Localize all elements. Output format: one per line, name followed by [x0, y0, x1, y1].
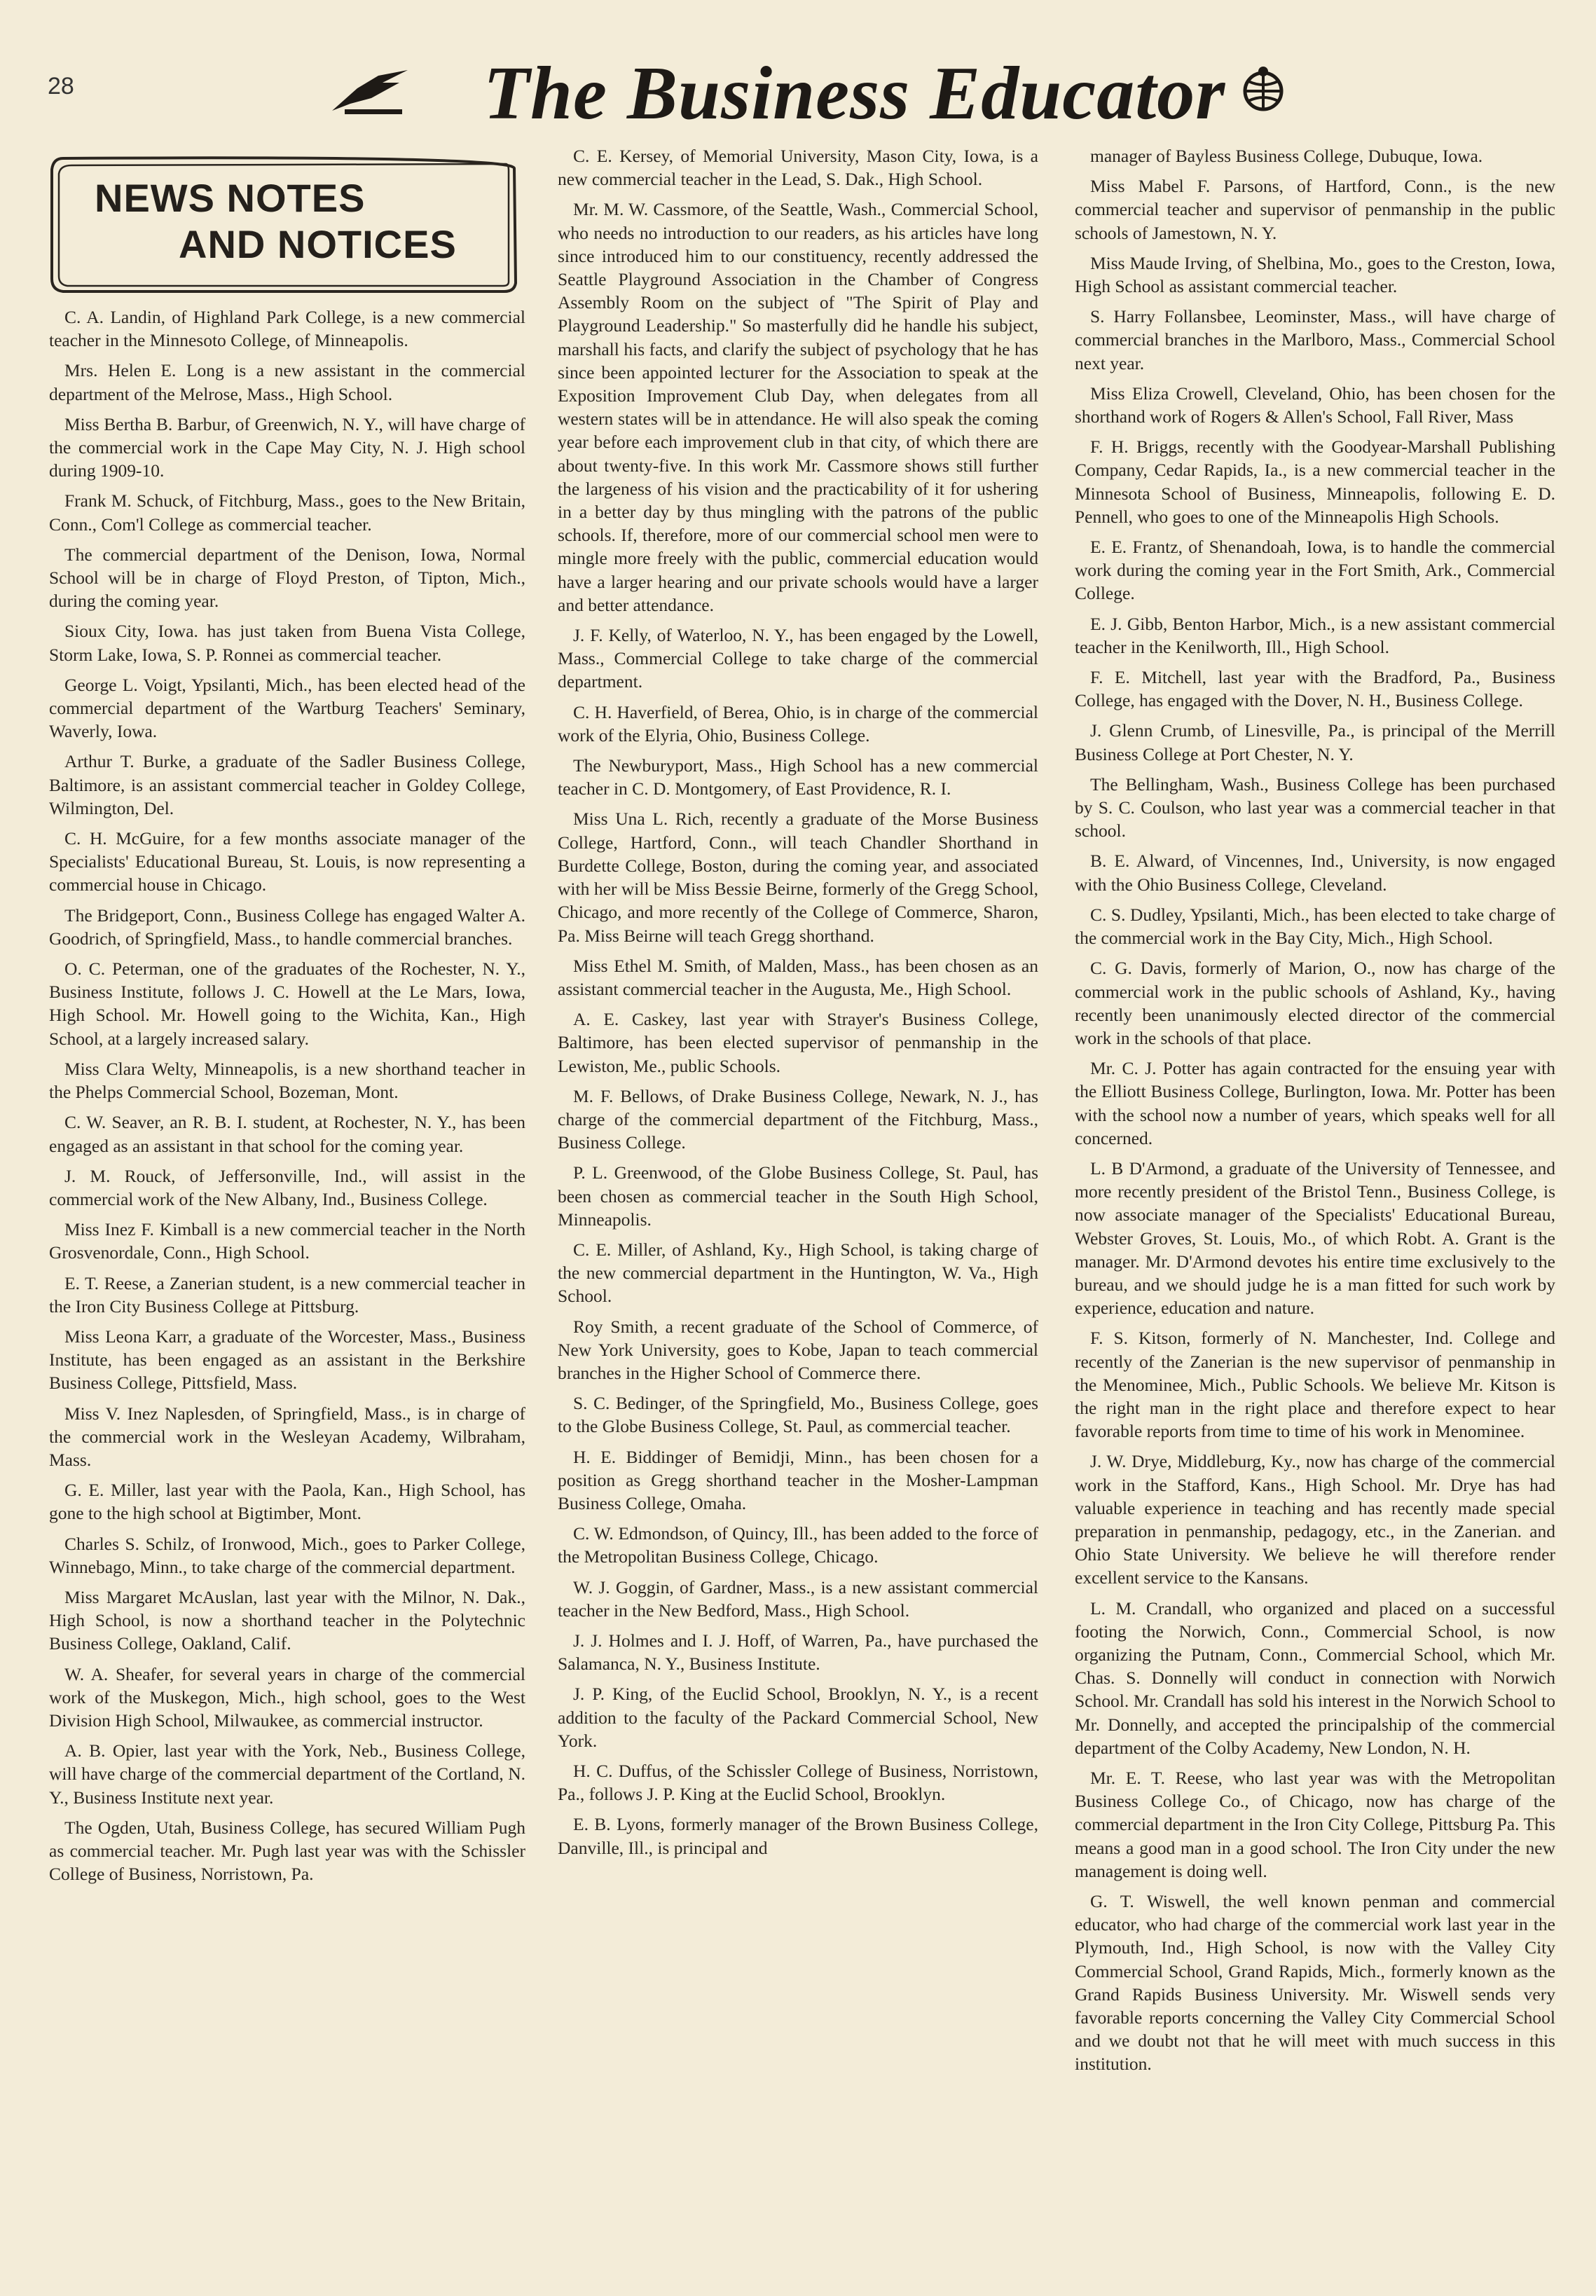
news-item: Miss Clara Welty, Minneapolis, is a new shorthand teacher in the Phelps Commercial School, Bozeman, Mont.	[49, 1058, 525, 1103]
news-item: J. P. King, of the Euclid School, Brooklyn, N. Y., is a recent addition to the faculty of the Packard Commercial School, New York.	[558, 1684, 1038, 1751]
news-item: Mrs. Helen E. Long is a new assistant in the commercial department of the Melrose, Mass., High School.	[49, 360, 525, 404]
news-item: J. M. Rouck, of Jeffersonville, Ind., will assist in the commercial work of the New Albany, Ind., Business College.	[49, 1165, 525, 1209]
bird-quill-icon	[329, 69, 413, 118]
page-number: 28	[48, 73, 74, 99]
news-item: Charles S. Schilz, of Ironwood, Mich., goes to Parker College, Winnebago, Minn., to take charge of the commercial department.	[49, 1533, 525, 1577]
news-item: E. B. Lyons, formerly manager of the Brown Business College, Danville, Ill., is principal and	[558, 1814, 1038, 1858]
news-item: Arthur T. Burke, a graduate of the Sadler Business College, Baltimore, is an assistant commercial teacher in Goldey College, Wilmington, Del.	[49, 751, 525, 818]
news-item: G. E. Miller, last year with the Paola, Kan., High School, has gone to the high school at Bigtimber, Mont.	[49, 1480, 525, 1524]
news-item: The Newburyport, Mass., High School has a new commercial teacher in C. D. Montgomery, of East Providence, R. I.	[558, 755, 1038, 799]
news-column-3	[1075, 144, 1555, 2083]
news-item: The Ogden, Utah, Business College, has secured William Pugh as commercial teacher. Mr. Pugh last year was with the Schissler College of Business, Norristown, Pa.	[49, 1817, 525, 1885]
news-item: Miss Mabel F. Parsons, of Hartford, Conn., is the new commercial teacher and supervisor of penmanship in the public schools of Jamestown, N. Y.	[1075, 176, 1555, 243]
news-item: C. W. Seaver, an R. B. I. student, at Rochester, N. Y., has been engaged as an assistant in that school for the coming year.	[49, 1112, 525, 1156]
news-item: W. J. Goggin, of Gardner, Mass., is a new assistant commercial teacher in the New Bedford, Mass., High School.	[558, 1576, 1038, 1621]
news-item: Miss Leona Karr, a graduate of the Worcester, Mass., Business Institute, has been engaged as an assistant in the Berkshire Business College, Pittsfield, Mass.	[49, 1326, 525, 1394]
news-item: C. E. Kersey, of Memorial University, Mason City, Iowa, is a new commercial teacher in the Lead, S. Dak., High School.	[558, 146, 1038, 190]
section-title-line2: AND NOTICES	[179, 222, 457, 266]
news-item: Mr. C. J. Potter has again contracted for the ensuing year with the Elliott Business College, Burlington, Iowa. Mr. Potter has been with the school now a number of years, which speaks well for all concerned.	[1075, 1058, 1555, 1148]
news-item: Miss Margaret McAuslan, last year with the Milnor, N. Dak., High School, is now a shorthand teacher in the Polytechnic Business College, Oakland, Calif.	[49, 1586, 525, 1654]
news-item: Miss Ethel M. Smith, of Malden, Mass., has been chosen as an assistant commercial teacher in the Augusta, Me., High School.	[558, 955, 1038, 999]
news-item: E. T. Reese, a Zanerian student, is a new commercial teacher in the Iron City Business College at Pittsburg.	[49, 1272, 525, 1317]
news-item: A. B. Opier, last year with the York, Neb., Business College, will have charge of the commercial department of the Cortland, N. Y., Business Institute next year.	[49, 1740, 525, 1808]
news-item: E. E. Frantz, of Shenandoah, Iowa, is to handle the commercial work during the coming year in the Fort Smith, Ark., Commercial College.	[1075, 537, 1555, 604]
news-item: E. J. Gibb, Benton Harbor, Mich., is a new assistant commercial teacher in the Kenilworth, Ill., High School.	[1075, 613, 1555, 657]
news-item: J. J. Holmes and I. J. Hoff, of Warren, Pa., have purchased the Salamanca, N. Y., Business Institute.	[558, 1630, 1038, 1675]
news-item: B. E. Alward, of Vincennes, Ind., University, is now engaged with the Ohio Business College, Cleveland.	[1075, 851, 1555, 895]
news-item: H. E. Biddinger of Bemidji, Minn., has been chosen for a position as Gregg shorthand teacher in the Mosher-Lampman Business College, Omaha.	[558, 1446, 1038, 1513]
news-item: George L. Voigt, Ypsilanti, Mich., has been elected head of the commercial department of the Wartburg Teachers' Seminary, Waverly, Iowa.	[49, 674, 525, 742]
news-column-1	[49, 305, 525, 1892]
page-header	[0, 0, 1596, 154]
news-item: C. H. McGuire, for a few months associate manager of the Specialists' Educational Bureau, St. Louis, is now representing a commercial house in Chicago.	[49, 828, 525, 895]
news-item: Mr. E. T. Reese, who last year was with the Metropolitan Business College Co., of Chicago, now has charge of the commercial department in the Iron City College, Pittsburg Pa. This means a good man in a good school. The Iron City under the new management is doing well.	[1075, 1768, 1555, 1881]
news-item: Miss Bertha B. Barbur, of Greenwich, N. Y., will have charge of the commercial work in the Cape May City, N. J. High school during 1909-10.	[49, 413, 525, 481]
news-item: L. M. Crandall, who organized and placed on a successful footing the Norwich, Conn., Commercial School, is now organizing the Putnam, Conn., Commercial School, which Mr. Chas. S. Donnelly will conduct in connection with Norwich School. Mr. Crandall has sold his interest in the Norwich School to Mr. Donnelly, and accepted the principalship of the commercial department of the Colby Academy, New London, N. H.	[1075, 1597, 1555, 1758]
news-item: Sioux City, Iowa. has just taken from Buena Vista College, Storm Lake, Iowa, S. P. Ronnei as commercial teacher.	[49, 621, 525, 665]
news-item: F. H. Briggs, recently with the Goodyear-Marshall Publishing Company, Cedar Rapids, Ia., is a new commercial teacher in the Minnesota School of Business, Minneapolis, following E. D. Pennell, who goes to one of the Minneapolis High Schools.	[1075, 436, 1555, 527]
news-item: manager of Bayless Business College, Dubuque, Iowa.	[1090, 146, 1483, 166]
news-item: C. W. Edmondson, of Quincy, Ill., has been added to the force of the Metropolitan Business College, Chicago.	[558, 1523, 1038, 1567]
news-item: Miss Inez F. Kimball is a new commercial teacher in the North Grosvenordale, Conn., High School.	[49, 1219, 525, 1263]
news-item: F. S. Kitson, formerly of N. Manchester, Ind. College and recently of the Zanerian is the new supervisor of penmanship in the Menominee, Mich., Public Schools. We believe Mr. Kitson is the right man in the right place and therefore expect to hear favorable reports from time to time of his work in Menominee.	[1075, 1328, 1555, 1442]
news-item: Miss Eliza Crowell, Cleveland, Ohio, has been chosen for the shorthand work of Rogers & Allen's School, Fall River, Mass	[1075, 383, 1555, 427]
news-item: Miss Maude Irving, of Shelbina, Mo., goes to the Creston, Iowa, High School as assistant commercial teacher.	[1075, 252, 1555, 297]
news-item: L. B D'Armond, a graduate of the University of Tennessee, and more recently president of the Bristol Tenn., Business College, is now associate manager of the Specialists' Educational Bureau, Webster Groves, St. Louis, Mo., of which Robt. A. Grant is the manager. Mr. D'Armond devotes his entire time exclusively to the bureau, and we should judge he is a man fitted for such work by experience, education and nature.	[1075, 1157, 1555, 1319]
news-item: Miss Una L. Rich, recently a graduate of the Morse Business College, Hartford, Conn., will teach Chandler Shorthand in Burdette College, Boston, during the coming year, and associated with her will be Miss Bessie Beirne, formerly of the Gregg School, Chicago, and more recently of the College of Commerce, Sharon, Pa. Miss Beirne will teach Gregg shorthand.	[558, 809, 1038, 946]
news-item: H. C. Duffus, of the Schissler College of Business, Norristown, Pa., follows J. P. King at the Euclid School, Brooklyn.	[558, 1761, 1038, 1805]
news-item: J. F. Kelly, of Waterloo, N. Y., has been engaged by the Lowell, Mass., Commercial College to take charge of the commercial department.	[558, 625, 1038, 692]
news-item: P. L. Greenwood, of the Globe Business College, St. Paul, has been chosen as commercial teacher in the South High School, Minneapolis.	[558, 1162, 1038, 1230]
news-item: G. T. Wiswell, the well known penman and commercial educator, who had charge of the commercial work last year in the Plymouth, Ind., High School, is now with the Valley City Commercial School, Grand Rapids, Mich., formerly known as the Grand Rapids Business University. Mr. Wiswell sends very favorable reports concerning the Valley City Commercial School and we doubt not that he will meet with much success in this institution.	[1075, 1891, 1555, 2075]
news-item: S. C. Bedinger, of the Springfield, Mo., Business College, goes to the Globe Business College, St. Paul, as commercial teacher.	[558, 1393, 1038, 1437]
globe-emblem-icon	[1239, 64, 1288, 114]
news-item: The Bridgeport, Conn., Business College has engaged Walter A. Goodrich, of Springfield, Mass., to handle commercial branches.	[49, 905, 525, 949]
news-item: Mr. M. W. Cassmore, of the Seattle, Wash., Commercial School, who needs no introduction to our readers, as his articles have long since introduced him to our constituency, recently addressed the Seattle Playground Association in the Chamber of Congress Assembly Room on the subject of "The Spirit of Play and Playground Leadership." So masterfully did he handle his subject, marshall his facts, and clarify the subject of psychology that he has since been appointed lecturer for the Association to speak at the Exposition Improvement Club Day, when delegates from all western states will be in attendance. He will also speak the coming year before each improvement club in that city, of which there are about twenty-five. In this work Mr. Cassmore shows still further the largeness of his vision and the practicability of it for ushering in a better day by thus mingling with the patrons of the public schools. If, therefore, more of our commercial school men were to mingle more freely with the public, commercial education would have a larger hearing and our private schools would have a larger and better attendance.	[558, 199, 1038, 615]
section-title	[95, 175, 487, 268]
news-item: Frank M. Schuck, of Fitchburg, Mass., goes to the New Britain, Conn., Com'l College as commercial teacher.	[49, 490, 525, 535]
news-item: M. F. Bellows, of Drake Business College, Newark, N. J., has charge of the commercial department of the Fitchburg, Mass., Business College.	[558, 1085, 1038, 1153]
news-item: The Bellingham, Wash., Business College has been purchased by S. C. Coulson, who last year was a commercial teacher in that school.	[1075, 774, 1555, 841]
news-item: O. C. Peterman, one of the graduates of the Rochester, N. Y., Business Institute, follows J. C. Howell at the Le Mars, Iowa, High School. Mr. Howell going to the Wichita, Kan., High School, at a largely increased salary.	[49, 958, 525, 1049]
news-item: S. Harry Follansbee, Leominster, Mass., will have charge of commercial branches in the Marlboro, Mass., Commercial School next year.	[1075, 306, 1555, 373]
news-item: J. Glenn Crumb, of Linesville, Pa., is principal of the Merrill Business College at Port Chester, N. Y.	[1075, 720, 1555, 764]
news-item: F. E. Mitchell, last year with the Bradford, Pa., Business College, has engaged with the Dover, N. H., Business College.	[1075, 667, 1555, 711]
section-title-line1: NEWS NOTES	[95, 176, 366, 220]
news-column-2	[558, 144, 1038, 1867]
news-item: W. A. Sheafer, for several years in charge of the commercial work of the Muskegon, Mich., high school, goes to the West Division High School, Milwaukee, as commercial instructor.	[49, 1663, 525, 1731]
news-item: C. G. Davis, formerly of Marion, O., now has charge of the commercial work in the public schools of Ashland, Ky., having recently been unanimously elected director of the commercial work in the schools of that place.	[1075, 958, 1555, 1048]
news-item: The commercial department of the Denison, Iowa, Normal School will be in charge of Floyd Preston, of Tipton, Mich., during the coming year.	[49, 544, 525, 612]
news-item: C. E. Miller, of Ashland, Ky., High School, is taking charge of the new commercial department in the Huntington, W. Va., High School.	[558, 1239, 1038, 1307]
news-item: C. A. Landin, of Highland Park College, is a new commercial teacher in the Minnesoto College, of Minneapolis.	[49, 307, 525, 351]
news-item: Miss V. Inez Naplesden, of Springfield, Mass., is in charge of the commercial work in the Wesleyan Academy, Wilbraham, Mass.	[49, 1403, 525, 1470]
news-item: J. W. Drye, Middleburg, Ky., now has charge of the commercial work in the Stafford, Kans., High School. Mr. Drye has had valuable experience in teaching and has recently made special preparation in penmanship, pedagogy, etc., in the Zanerian. and Ohio State University. We believe he will therefore render excellent service to the Kansans.	[1075, 1451, 1555, 1588]
news-item: Roy Smith, a recent graduate of the School of Commerce, of New York University, goes to Kobe, Japan to teach commercial branches in the Higher School of Commerce there.	[558, 1316, 1038, 1383]
news-item: A. E. Caskey, last year with Strayer's Business College, Baltimore, has been elected supervisor of penmanship in the Lewiston, Me., public Schools.	[558, 1009, 1038, 1076]
news-item: C. H. Haverfield, of Berea, Ohio, is in charge of the commercial work of the Elyria, Ohio, Business College.	[558, 701, 1038, 745]
masthead-title: The Business Educator	[483, 52, 1226, 135]
news-item: C. S. Dudley, Ypsilanti, Mich., has been elected to take charge of the commercial work in the Bay City, Mich., High School.	[1075, 904, 1555, 949]
